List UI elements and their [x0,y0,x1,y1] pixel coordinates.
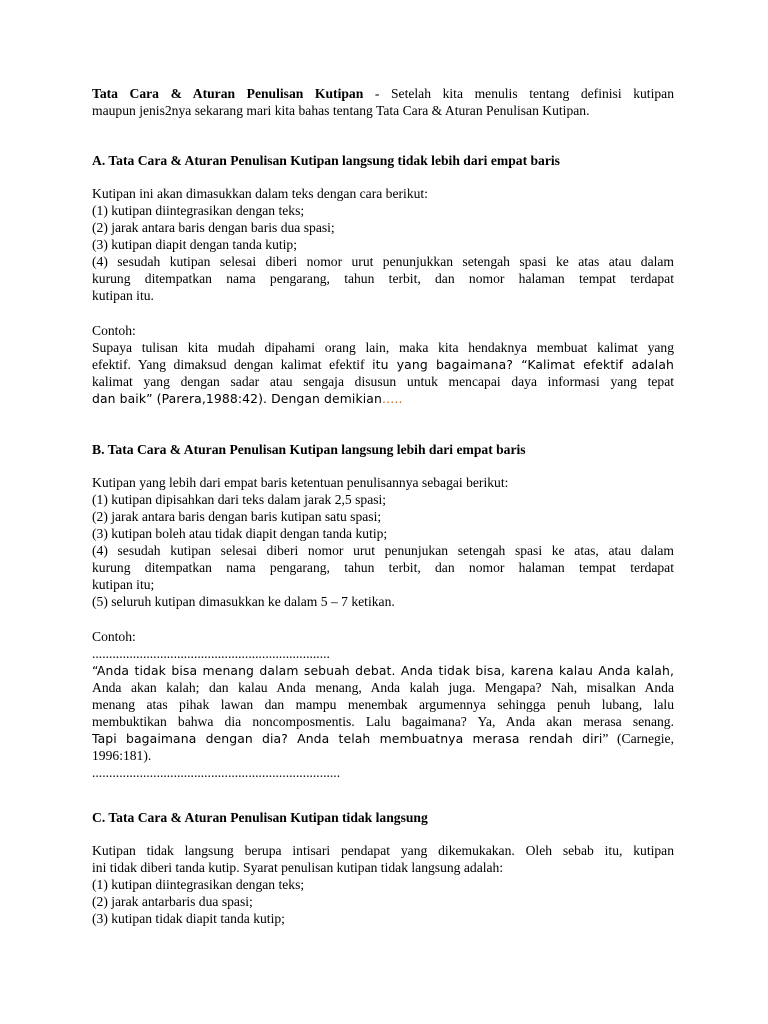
section-a-example-line-4-snip: dan baik” (Parera,1988:42). Dengan demikian [92,391,382,406]
section-a-item-4-line-3: kutipan itu. [92,288,154,303]
section-c-heading: C. Tata Cara & Aturan Penulisan Kutipan tidak langsung [92,810,428,825]
section-a-item-4-line-2: kurung ditempatkan nama pengarang, tahun terbit, dan nomor halaman tempat terdapat [92,271,674,286]
section-b-lead: Kutipan yang lebih dari empat baris ketentuan penulisannya sebagai berikut: [92,475,509,490]
section-b-dots-top: ...................................................................... [92,646,330,661]
section-b-item-4-line-2: kurung ditempatkan nama pengarang, tahun terbit, dan nomor halaman tempat terdapat [92,560,674,575]
section-b-quote-line-5-end: ” (Carnegie, [602,731,674,746]
section-c-item-3: (3) kutipan tidak diapit tanda kutip; [92,911,285,926]
intro-line-1 [92,85,674,102]
section-a-example-line-2 [92,356,674,373]
intro-title: Tata Cara & Aturan Penulisan Kutipan [92,86,364,101]
section-b-quote-line-5 [92,730,674,747]
section-a-heading: A. Tata Cara & Aturan Penulisan Kutipan langsung tidak lebih dari empat baris [92,153,560,168]
section-a-example-line-4 [92,390,674,407]
section-b-contoh-label: Contoh: [92,629,136,644]
section-a-example-line-3: kalimat yang dengan sadar atau sengaja disusun untuk mencapai daya informasi yang tepat [92,374,674,389]
section-a-item-2: (2) jarak antara baris dengan baris dua spasi; [92,220,335,235]
section-b-quote-line-4: membuktikan bahwa dia noncomposmentis. Lalu bagaimana? Ya, Anda akan merasa senang. [92,714,674,729]
section-c-lead-line-1: Kutipan tidak langsung berupa intisari pendapat yang dikemukakan. Oleh sebab itu, kutipan [92,843,674,858]
section-c-item-1: (1) kutipan diintegrasikan dengan teks; [92,877,305,892]
section-b-quote-line-6: 1996:181). [92,748,152,763]
section-b-heading: B. Tata Cara & Aturan Penulisan Kutipan langsung lebih dari empat baris [92,442,526,457]
section-b-dots-bottom: ......................................................................... [92,765,341,780]
section-b-quote-line-2: Anda akan kalah; dan kalau Anda menang, Anda kalah juga. Mengapa? Nah, misalkan Anda [92,680,674,695]
section-a-item-3: (3) kutipan diapit dengan tanda kutip; [92,237,297,252]
section-c-item-2: (2) jarak antarbaris dua spasi; [92,894,253,909]
section-b-item-4-line-3: kutipan itu; [92,577,155,592]
section-a-item-4-line-1: (4) sesudah kutipan selesai diberi nomor urut penunjukkan setengah spasi ke atas atau dalam [92,254,674,269]
section-a-contoh-label: Contoh: [92,323,136,338]
section-b-quote-line-3: menang atas pihak lawan dan mampu menembak argumennya sehingga penuh lubang, lalu [92,697,674,712]
section-b-item-3: (3) kutipan boleh atau tidak diapit dengan tanda kutip; [92,526,388,541]
section-b-quote-line-1-text: “Anda tidak bisa menang dalam sebuah debat. Anda tidak bisa, karena kalau Anda kalah, [92,663,674,678]
section-a-lead: Kutipan ini akan dimasukkan dalam teks dengan cara berikut: [92,186,428,201]
section-a-example-ellipsis: ….. [381,391,403,406]
section-b-item-5: (5) seluruh kutipan dimasukkan ke dalam 5 – 7 ketikan. [92,594,395,609]
section-b-item-2: (2) jarak antara baris dengan baris kutipan satu spasi; [92,509,382,524]
section-a-example-line-2-snip: itu yang bagaimana? “Kalimat efektif adalah [372,357,674,372]
section-b-item-4-line-1: (4) sesudah kutipan selesai diberi nomor urut penunjukan setengah spasi ke atas, atau dalam [92,543,674,558]
intro-line-2: maupun jenis2nya sekarang mari kita bahas tentang Tata Cara & Aturan Penulisan Kutipan. [92,103,590,118]
section-b-quote-line-5-text: Tapi bagaimana dengan dia? Anda telah membuatnya merasa rendah diri [92,731,603,746]
section-c-lead-line-2: ini tidak diberi tanda kutip. Syarat penulisan kutipan tidak langsung adalah: [92,860,504,875]
section-b-quote-line-1 [92,662,674,679]
document-page [92,85,674,927]
section-a-example-line-2-start: efektif. Yang dimaksud dengan kalimat efektif [92,357,373,372]
intro-line-1-rest: - Setelah kita menulis tentang definisi kutipan [363,86,674,101]
section-a-example-line-1: Supaya tulisan kita mudah dipahami orang lain, maka kita hendaknya membuat kalimat yang [92,340,674,355]
section-a-item-1: (1) kutipan diintegrasikan dengan teks; [92,203,305,218]
intro-paragraph [92,85,674,119]
section-b-item-1: (1) kutipan dipisahkan dari teks dalam jarak 2,5 spasi; [92,492,387,507]
